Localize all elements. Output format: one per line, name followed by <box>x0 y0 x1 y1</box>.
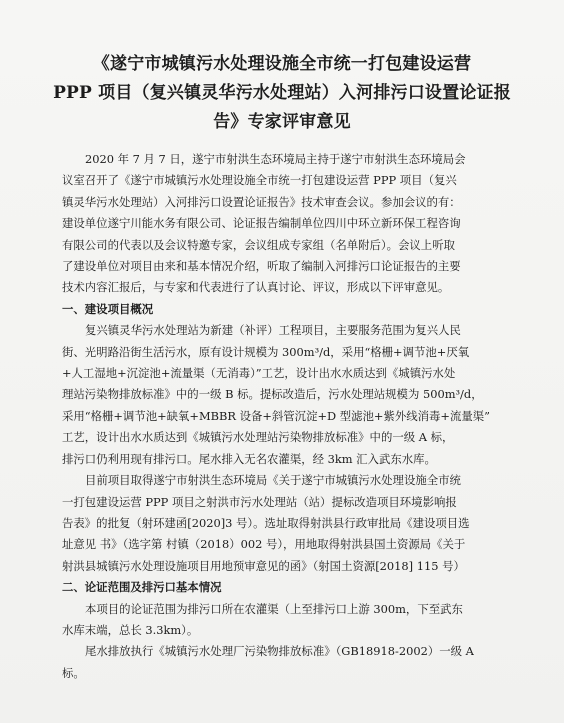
project-overview-paragraph <box>62 320 502 470</box>
text-line: 2020 年 7 月 7 日，遂宁市射洪生态环境局主持于遂宁市射洪生态环境局会 <box>85 152 466 166</box>
text-line: 镇灵华污水处理站）入河排污口设置论证报告》技术审查会议。参加会议的有： <box>62 194 461 209</box>
section-heading: 一、建设项目概况 <box>62 301 154 316</box>
text-line: 本项目的论证范围为排污口所在农灌渠（上至排污口上游 300m，下至武东 <box>85 601 463 616</box>
text-line: 建设单位遂宁川能水务有限公司、论证报告编制单位四川中环立新环保工程咨询 <box>62 216 461 231</box>
intro-paragraph <box>62 149 502 299</box>
title-line: PPP 项目（复兴镇灵华污水处理站）入河排污口设置论证报 <box>53 83 511 103</box>
text-line: 射洪县城镇污水处理设施项目用地预审意见的函》（射国土资源[2018] 115 号） <box>62 558 465 573</box>
text-line: +人工湿地+沉淀池+流量渠（无消毒）”工艺，设计出水水质达到《城镇污水处 <box>62 366 456 381</box>
standard-paragraph <box>62 641 502 684</box>
text-line: 理站污染物排放标准》中的一级 B 标。提标改造后，污水处理站规模为 500m³/d， <box>62 387 483 402</box>
text-line: 街、光明路沿街生活污水，原有设计规模为 300m³/d，采用“格栅+调节池+厌氧 <box>62 344 470 359</box>
text-line: 排污口仍利用现有排污口。尾水排入无名农灌渠，经 3km 汇入武东水库。 <box>62 451 436 466</box>
text-line: 了建设单位对项目由来和基本情况介绍，听取了编制入河排污口论证报告的主要 <box>62 259 461 274</box>
text-line: 标。 <box>62 665 85 680</box>
text-line: 水库末端，总长 3.3km）。 <box>62 622 199 637</box>
text-line: 尾水排放执行《城镇污水处理厂污染物排放标准》（GB18918-2002）一级 A <box>85 644 474 659</box>
text-line: 复兴镇灵华污水处理站为新建（补评）工程项目，主要服务范围为复兴人民 <box>85 323 461 338</box>
text-line: 采用“格栅+调节池+缺氧+MBBR 设备+斜管沉淀+D 型滤池+紫外线消毒+流量渠” <box>62 408 490 423</box>
document-body <box>62 149 502 684</box>
text-line: 一打包建设运营 PPP 项目之射洪市污水处理站（站）提标改造项目环境影响报 <box>62 494 457 509</box>
text-line: 议室召开了《遂宁市城镇污水处理设施全市统一打包建设运营 PPP 项目（复兴 <box>62 173 457 188</box>
section-heading: 二、论证范围及排污口基本情况 <box>62 580 222 595</box>
title-line: 告》专家评审意见 <box>213 112 351 132</box>
title-line: 《遂宁市城镇污水处理设施全市统一打包建设运营 <box>92 54 472 74</box>
scope-paragraph <box>62 599 502 642</box>
document-title <box>50 50 514 137</box>
text-line: 技术内容汇报后，与专家和代表进行了认真讨论、评议，形成以下评审意见。 <box>62 280 450 295</box>
approval-paragraph <box>62 470 502 577</box>
text-line: 址意见 书》（选字第 村镇（2018）002 号），用地取得射洪县国土资源局《关于 <box>62 537 466 552</box>
text-line: 告表》的批复（射环建函[2020]3 号）。选址取得射洪县行政审批局《建设项目选 <box>62 515 470 530</box>
text-line: 目前项目取得遂宁市射洪生态环境局《关于遂宁市城镇污水处理设施全市统 <box>85 473 461 488</box>
text-line: 工艺，设计出水水质达到《城镇污水处理站污染物排放标准》中的一级 A 标， <box>62 430 454 445</box>
text-line: 有限公司的代表以及会议特邀专家，会议组成专家组（名单附后）。会议上听取 <box>62 237 455 252</box>
